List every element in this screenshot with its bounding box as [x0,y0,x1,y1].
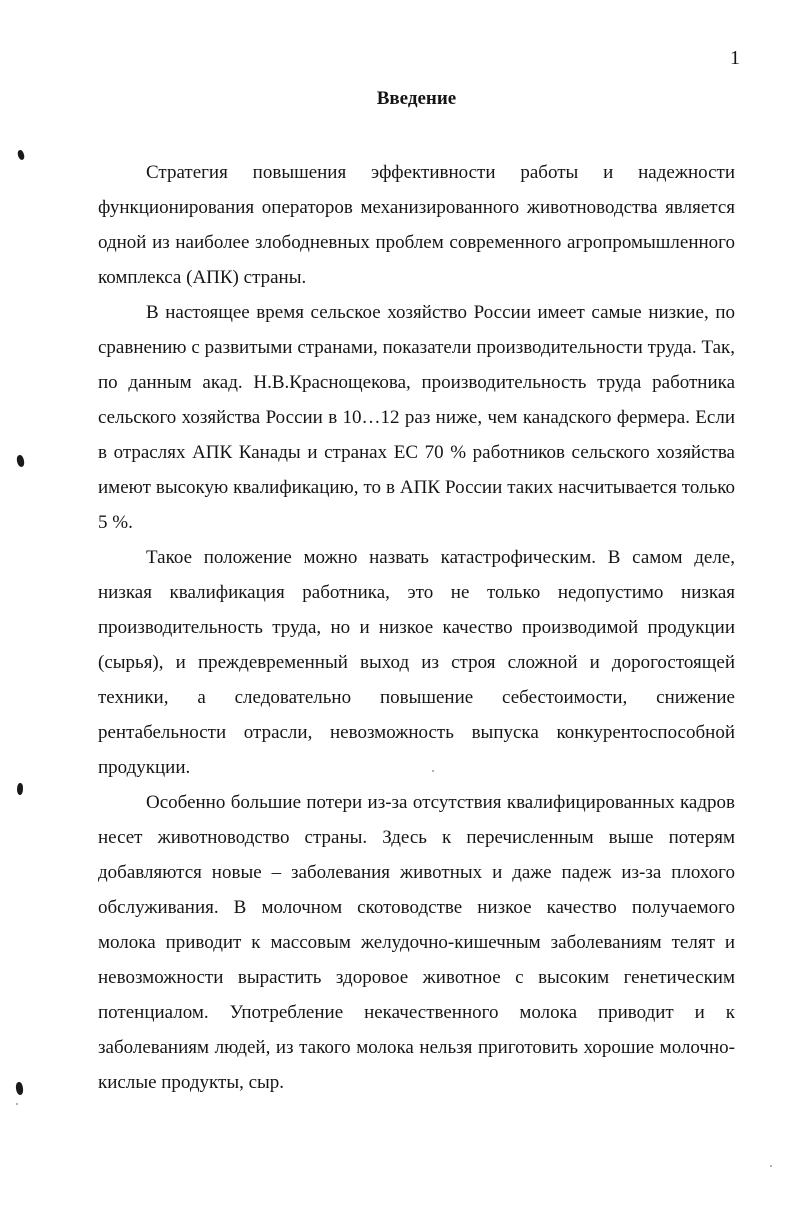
paragraph-2: В настоящее время сельское хозяйство России имеет самые низкие, по сравнению с развитыми странами, показатели производительности труда. Так, по данным акад. Н.В.Краснощекова, производительность труда работника сельского хозяйства России в 10…12 раз ниже, чем канадского фермера. Если в отраслях АПК Канады и странах ЕС 70 % работников сельского хозяйства имеют высокую квалификацию, то в АПК России таких насчитывается только 5 %. [98,302,735,533]
body-text [98,155,735,1100]
page-number: 1 [730,47,740,69]
scan-speck [16,149,25,160]
page-title: Введение [376,88,457,109]
paragraph-1: Стратегия повышения эффективности работы и надежности функционирования операторов механизированного животноводства является одной из наиболее злободневных проблем современного агропромышленного комплекса (АПК) страны. [98,162,735,288]
scan-dot [16,1103,18,1105]
scan-speck [15,1081,24,1095]
scan-dot [770,1165,772,1167]
scan-speck [16,454,26,467]
scan-speck [17,783,23,795]
paragraph-4: Особенно большие потери из-за отсутствия квалифицированных кадров несет животноводство страны. Здесь к перечисленным выше потерям добавляются новые – заболевания животных и даже падеж из-за плохого обслуживания. В молочном скотоводстве низкое качество получаемого молока приводит к массовым желудочно-кишечным заболеваниям телят и невозможности вырастить здоровое животное с высоким генетическим потенциалом. Употребление некачественного молока приводит и к заболеваниям людей, из такого молока нельзя приготовить хорошие молочно-кислые продукты, сыр. [98,792,735,1093]
scan-dot [432,770,434,772]
paragraph-3: Такое положение можно назвать катастрофическим. В самом деле, низкая квалификация работника, это не только недопустимо низкая производительность труда, но и низкое качество производимой продукции (сырья), и преждевременный выход из строя сложной и дорогостоящей техники, а следовательно повышение себестоимости, снижение рентабельности отрасли, невозможность выпуска конкурентоспособной продукции. [98,547,735,778]
